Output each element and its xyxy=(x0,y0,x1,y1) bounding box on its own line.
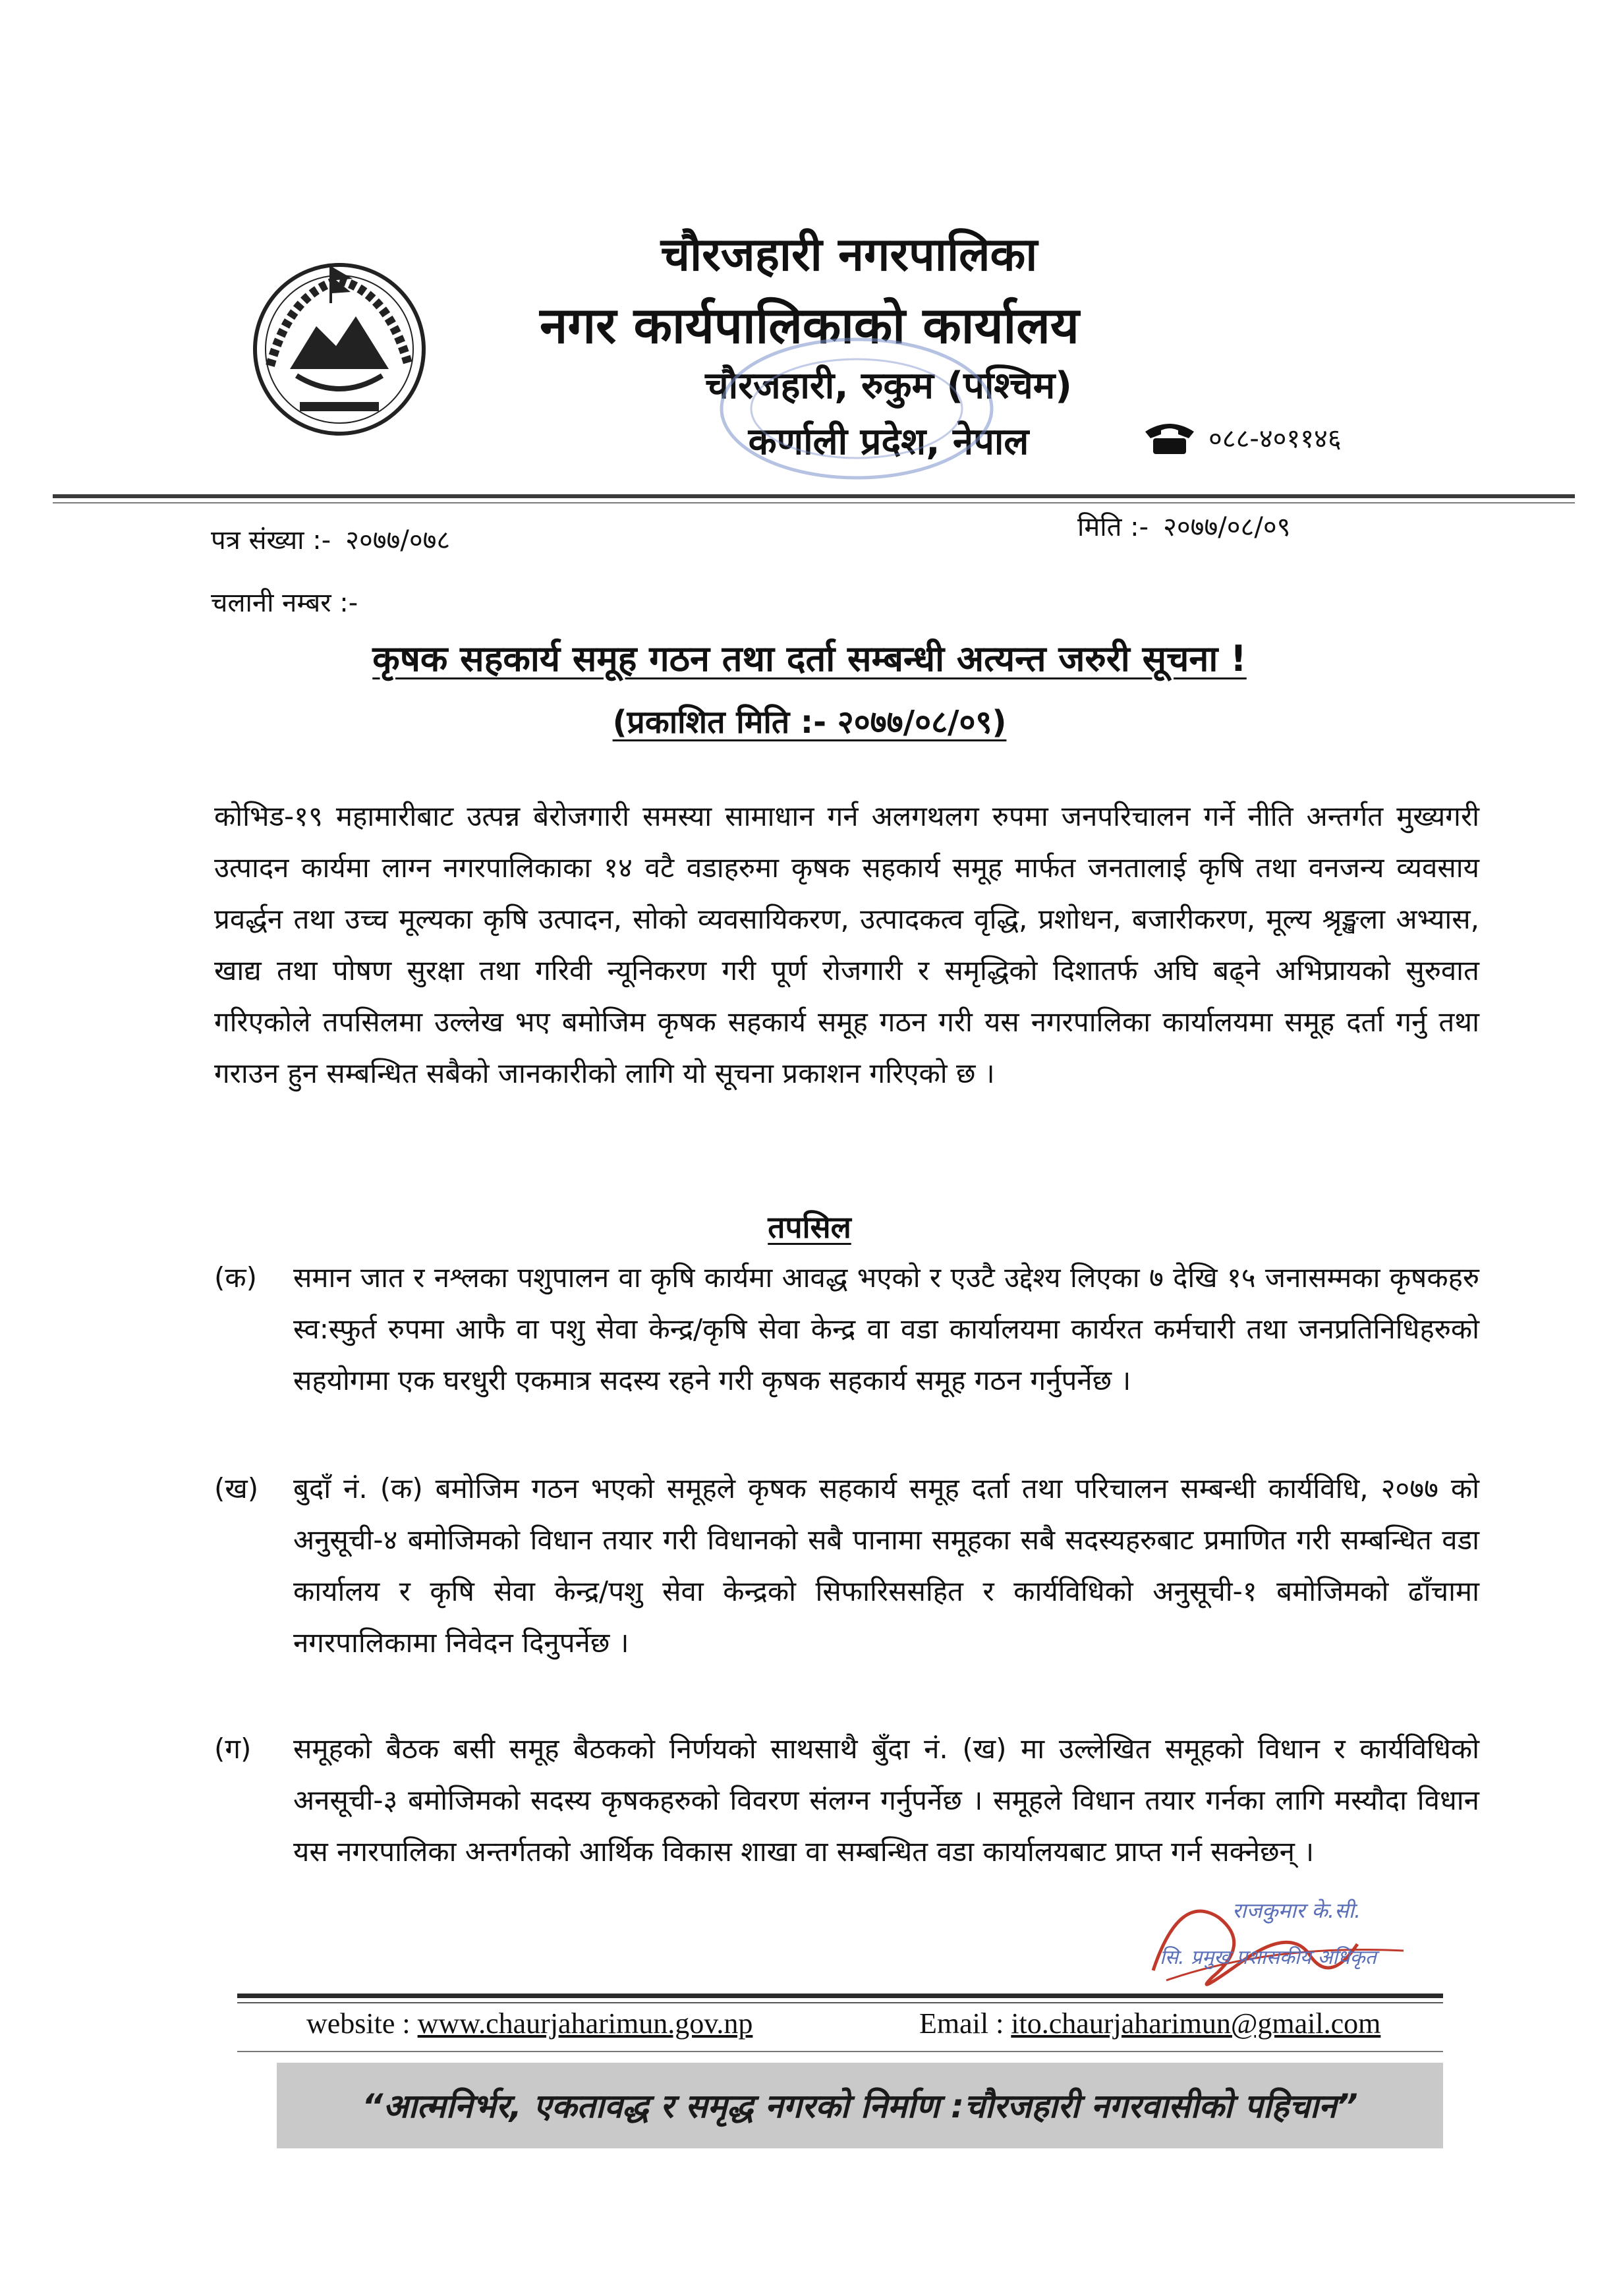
letter-number xyxy=(211,521,450,557)
website-label: website : xyxy=(306,2007,411,2040)
letter-number-label: पत्र संख्या :- xyxy=(211,525,331,556)
telephone-icon xyxy=(1140,417,1199,457)
letter-number-value: २०७७/०७८ xyxy=(345,525,451,556)
item-text: समान जात र नश्लका पशुपालन वा कृषि कार्यमा आवद्ध भएको र एउटै उद्देश्य लिएका ७ देखि १५ जनासम्मका कृषकहरु स्व:स्फुर्त रुपमा आफै वा पशु सेवा केन्द्र/कृषि सेवा केन्द्र वा वडा कार्यालयमा कार्यरत कर्मचारी तथा जनप्रतिनिधिहरुको सहयोगमा एक घरधुरी एकमात्र सदस्य रहने गरी कृषक सहकार्य समूह गठन गर्नुपर्नेछ । xyxy=(293,1261,1479,1396)
dispatch-number xyxy=(211,583,358,619)
address-line-1: चौरजहारी, रुकुम (पश्चिम) xyxy=(705,364,1072,407)
footer-website xyxy=(306,2007,753,2040)
item-marker: (ख) xyxy=(214,1472,259,1505)
header-divider xyxy=(53,494,1575,498)
list-item xyxy=(214,1463,1479,1669)
list-item xyxy=(214,1252,1479,1406)
item-text: समूहको बैठक बसी समूह बैठकको निर्णयको साथसाथै बुँदा नं. (ख) मा उल्लेखित समूहको विधान र कार्यविधिको अनसूची-३ बमोजिमको सदस्य कृषकहरुको विवरण संलग्न गर्नुपर्नेछ । समूहले विधान तयार गर्नका लागि मस्यौदा विधान यस नगरपालिका अन्तर्गतको आर्थिक विकास शाखा वा सम्बन्धित वडा कार्यालयबाट प्राप्त गर्न सक्नेछन् । xyxy=(293,1733,1479,1868)
signature-name: राजकुमार के.सी. xyxy=(1232,1898,1361,1923)
signature-title: सि. प्रमुख प्रशासकीय अधिकृत xyxy=(1160,1946,1377,1969)
phone-number: ०८८-४०११४६ xyxy=(1208,423,1342,454)
motto-text: “आत्मनिर्भर, एकतावद्ध र समृद्ध नगरको निर्माण :चौरजहारी नगरवासीको पहिचान” xyxy=(362,2087,1358,2125)
item-text: बुदाँ नं. (क) बमोजिम गठन भएको समूहले कृषक सहकार्य समूह दर्ता तथा परिचालन सम्बन्धी कार्यविधि, २०७७ को अनुसूची-४ बमोजिमको विधान तयार गरी विधानको सबै पानामा समूहका सबै सदस्यहरुबाट प्रमाणित गरी सम्बन्धित वडा कार्यालय र कृषि सेवा केन्द्र/पशु सेवा केन्द्रको सिफारिससहित र कार्यविधिको अनुसूची-१ बमोजिमको ढाँचामा नगरपालिकामा निवेदन दिनुपर्नेछ । xyxy=(293,1472,1479,1659)
email-link[interactable]: ito.chaurjaharimun@gmail.com xyxy=(1011,2007,1381,2040)
address-line-2: कर्णाली प्रदेश, नेपाल xyxy=(748,420,1029,463)
email-label: Email : xyxy=(919,2007,1004,2040)
list-item xyxy=(214,1723,1479,1878)
footer-divider-bottom xyxy=(237,2051,1443,2052)
footer-divider xyxy=(237,1994,1443,1998)
date-label: मिति :- xyxy=(1077,512,1149,542)
item-marker: (ग) xyxy=(214,1733,252,1765)
office-stamp xyxy=(712,330,1002,488)
notice-title: कृषक सहकार्य समूह गठन तथा दर्ता सम्बन्धी अत्यन्त जरुरी सूचना ! xyxy=(372,638,1247,679)
tapsil-heading: तपसिल xyxy=(768,1209,851,1245)
dispatch-number-label: चलानी नम्बर :- xyxy=(211,588,358,618)
published-date: (प्रकाशित मिति :- २०७७/०८/०९) xyxy=(612,704,1007,741)
header-divider-thin xyxy=(53,502,1575,503)
footer-email xyxy=(919,2007,1380,2040)
notice-body: कोभिड-१९ महामारीबाट उत्पन्न बेरोजगारी समस्या सामाधान गर्न अलगथलग रुपमा जनपरिचालन गर्ने नीति अन्तर्गत मुख्यगरी उत्पादन कार्यमा लाग्न नगरपालिकाका १४ वटै वडाहरुमा कृषक सहकार्य समूह मार्फत जनतालाई कृषि तथा वनजन्य व्यवसाय प्रवर्द्धन तथा उच्च मूल्यका कृषि उत्पादन, सोको व्यवसायिकरण, उत्पादकत्व वृद्धि, प्रशोधन, बजारीकरण, मूल्य श्रृङ्खला अभ्यास, खाद्य तथा पोषण सुरक्षा तथा गरिवी न्यूनिकरण गरी पूर्ण रोजगारी र समृद्धिको दिशातर्फ अघि बढ्ने अभिप्रायको सुरुवात गरिएकोले तपसिलमा उल्लेख भए बमोजिम कृषक सहकार्य समूह गठन गरी यस नगरपालिका कार्यालयमा समूह दर्ता गर्नु तथा गराउन हुन सम्बन्धित सबैको जानकारीको लागि यो सूचना प्रकाशन गरिएको छ । xyxy=(214,800,1479,1089)
office-name: नगर कार्यपालिकाको कार्यालय xyxy=(540,296,1079,355)
municipality-name: चौरजहारी नगरपालिका xyxy=(660,227,1038,281)
website-link[interactable]: www.chaurjaharimun.gov.np xyxy=(417,2007,753,2040)
letter-date xyxy=(1077,507,1290,544)
phone-contact xyxy=(1140,414,1404,460)
date-value: २०७७/०८/०९ xyxy=(1163,512,1291,542)
item-marker: (क) xyxy=(214,1261,258,1294)
footer-divider-thin xyxy=(237,2002,1443,2003)
